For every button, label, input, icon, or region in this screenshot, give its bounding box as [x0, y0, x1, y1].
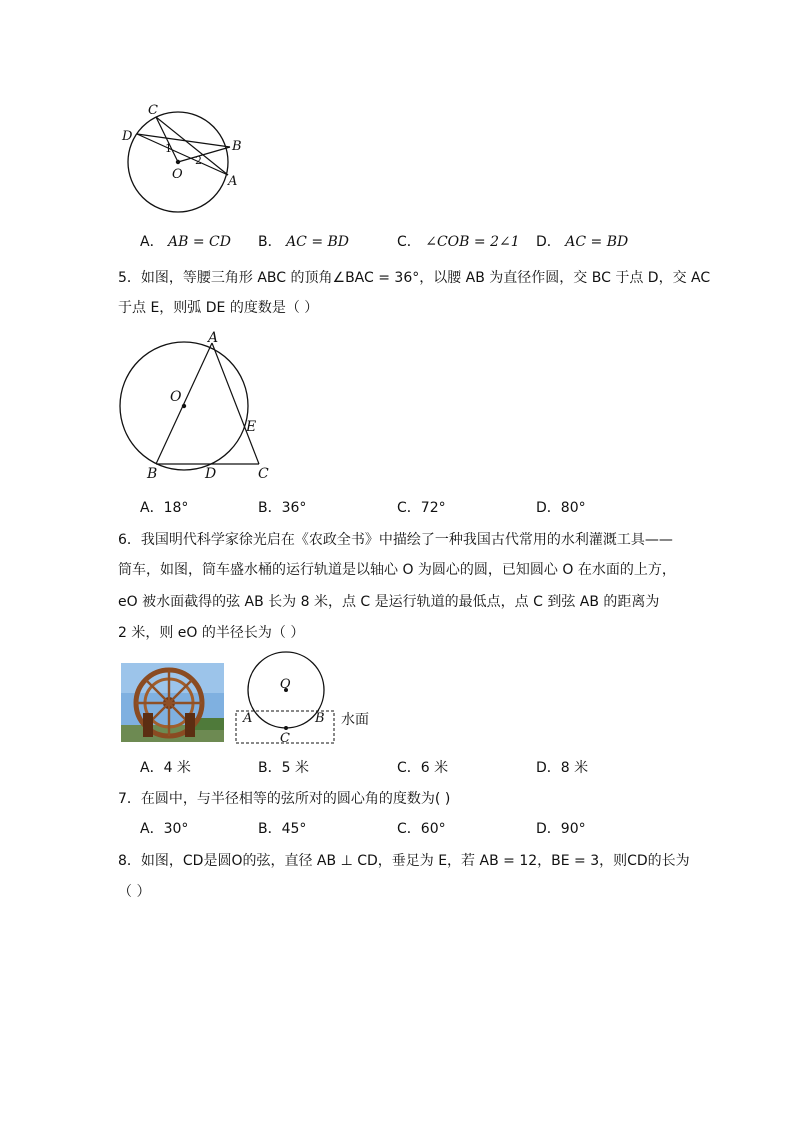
q7-option-d-letter: D． — [536, 821, 561, 837]
q4-option-b-text: AC = BD — [286, 234, 350, 250]
q5-question-line2: 于点 E，则弧 DE 的度数是（ ） — [118, 300, 319, 316]
q4-line-OB — [178, 147, 230, 162]
q7-option-b-text: 45° — [281, 821, 307, 837]
q5-option-a — [140, 498, 188, 518]
q7-option-d-text: 90° — [560, 821, 586, 837]
q5-option-d — [536, 498, 586, 518]
q4-option-c-text: ∠COB = 2∠1 — [425, 234, 520, 250]
q5-option-d-text: 80° — [560, 500, 586, 516]
water-wheel-photo — [121, 663, 224, 742]
q4-label-B: B — [232, 139, 242, 154]
q6-question-line3: eO 被水面截得的弦 AB 长为 8 米，点 C 是运行轨道的最低点，点 C 到弦 AB 的距离为 — [118, 594, 660, 610]
q6-option-d — [536, 758, 588, 778]
q7-option-b-letter: B． — [258, 821, 282, 837]
q6-water-label: 水面 — [341, 712, 369, 728]
q6-option-a-letter: A． — [140, 760, 164, 776]
q6-label-O: O — [280, 677, 291, 692]
q7-option-a — [140, 819, 188, 839]
q4-label-C: C — [148, 103, 158, 118]
q6-question-line1: 6．我国明代科学家徐光启在《农政全书》中描绘了一种我国古代常用的水利灌溉工具—— — [118, 532, 673, 548]
q7-option-a-text: 30° — [163, 821, 189, 837]
q4-label-2: 2 — [195, 154, 202, 167]
q4-option-d-text: AC = BD — [565, 234, 629, 250]
q5-label-B: B — [147, 466, 158, 482]
q6-point-C — [284, 726, 288, 730]
q4-option-c — [397, 232, 520, 252]
q7-option-c-text: 60° — [420, 821, 446, 837]
q6-option-b-letter: B． — [258, 760, 282, 776]
q6-figure — [232, 650, 342, 748]
q4-option-d-letter: D． — [536, 234, 561, 250]
q6-option-c-text: 6 米 — [420, 760, 449, 776]
q5-option-a-text: 18° — [163, 500, 189, 516]
q4-option-b-letter: B． — [258, 234, 282, 250]
q4-label-1: 1 — [165, 142, 172, 155]
q4-label-O: O — [172, 167, 183, 182]
q8-question-line2: （ ） — [118, 884, 151, 900]
q5-side-AB — [156, 343, 212, 464]
q5-side-AC — [212, 343, 259, 464]
q6-option-c — [397, 758, 448, 778]
q4-option-b — [258, 232, 349, 252]
q5-label-E: E — [246, 419, 257, 435]
q4-label-D: D — [122, 129, 133, 144]
q5-option-c-text: 72° — [420, 500, 446, 516]
q4-label-A: A — [228, 174, 238, 189]
q6-label-C: C — [280, 731, 290, 746]
q7-option-a-letter: A． — [140, 821, 164, 837]
q4-option-a-text: AB = CD — [168, 234, 231, 250]
q4-option-c-letter: C． — [397, 234, 421, 250]
q5-option-c-letter: C． — [397, 500, 421, 516]
q7-question-line1: 7．在圆中，与半径相等的弦所对的圆心角的度数为( ) — [118, 791, 451, 807]
q7-option-b — [258, 819, 306, 839]
q5-option-d-letter: D． — [536, 500, 561, 516]
q5-figure — [112, 330, 282, 485]
q5-label-D: D — [205, 466, 217, 482]
q4-option-a — [140, 232, 231, 252]
q6-question-line2: 筒车，如图，筒车盛水桶的运行轨道是以轴心 O 为圆心的圆，已知圆心 O 在水面的上方， — [118, 562, 676, 578]
q5-center-dot — [182, 404, 186, 408]
q8-question-line1: 8．如图，CD是圆O的弦，直径 AB ⊥ CD，垂足为 E，若 AB = 12，BE = 3，则CD的长为 — [118, 853, 690, 869]
q5-label-O: O — [170, 389, 182, 405]
q5-option-b-letter: B． — [258, 500, 282, 516]
q6-option-b-text: 5 米 — [281, 760, 309, 776]
q5-question-line1: 5．如图，等腰三角形 ABC 的顶角∠BAC = 36°，以腰 AB 为直径作圆，交 BC 于点 D，交 AC — [118, 270, 711, 286]
q7-option-d — [536, 819, 586, 839]
q4-figure — [115, 98, 255, 216]
q5-option-b — [258, 498, 306, 518]
q4-center-dot — [176, 160, 180, 164]
q4-option-a-letter: A． — [140, 234, 164, 250]
q5-label-C: C — [258, 466, 269, 482]
q6-option-a — [140, 758, 191, 778]
q4-option-d — [536, 232, 628, 252]
q6-label-A: A — [243, 711, 253, 726]
q5-option-c — [397, 498, 446, 518]
q6-option-a-text: 4 米 — [163, 760, 191, 776]
q5-option-b-text: 36° — [281, 500, 307, 516]
q5-label-A: A — [208, 330, 219, 346]
q6-label-B: B — [315, 711, 325, 726]
q6-option-d-letter: D． — [536, 760, 561, 776]
q5-option-a-letter: A． — [140, 500, 164, 516]
q6-option-c-letter: C． — [397, 760, 421, 776]
q6-question-line4: 2 米，则 eO 的半径长为（ ） — [118, 625, 305, 641]
q6-option-b — [258, 758, 309, 778]
q7-option-c — [397, 819, 446, 839]
q7-option-c-letter: C． — [397, 821, 421, 837]
q6-option-d-text: 8 米 — [560, 760, 589, 776]
